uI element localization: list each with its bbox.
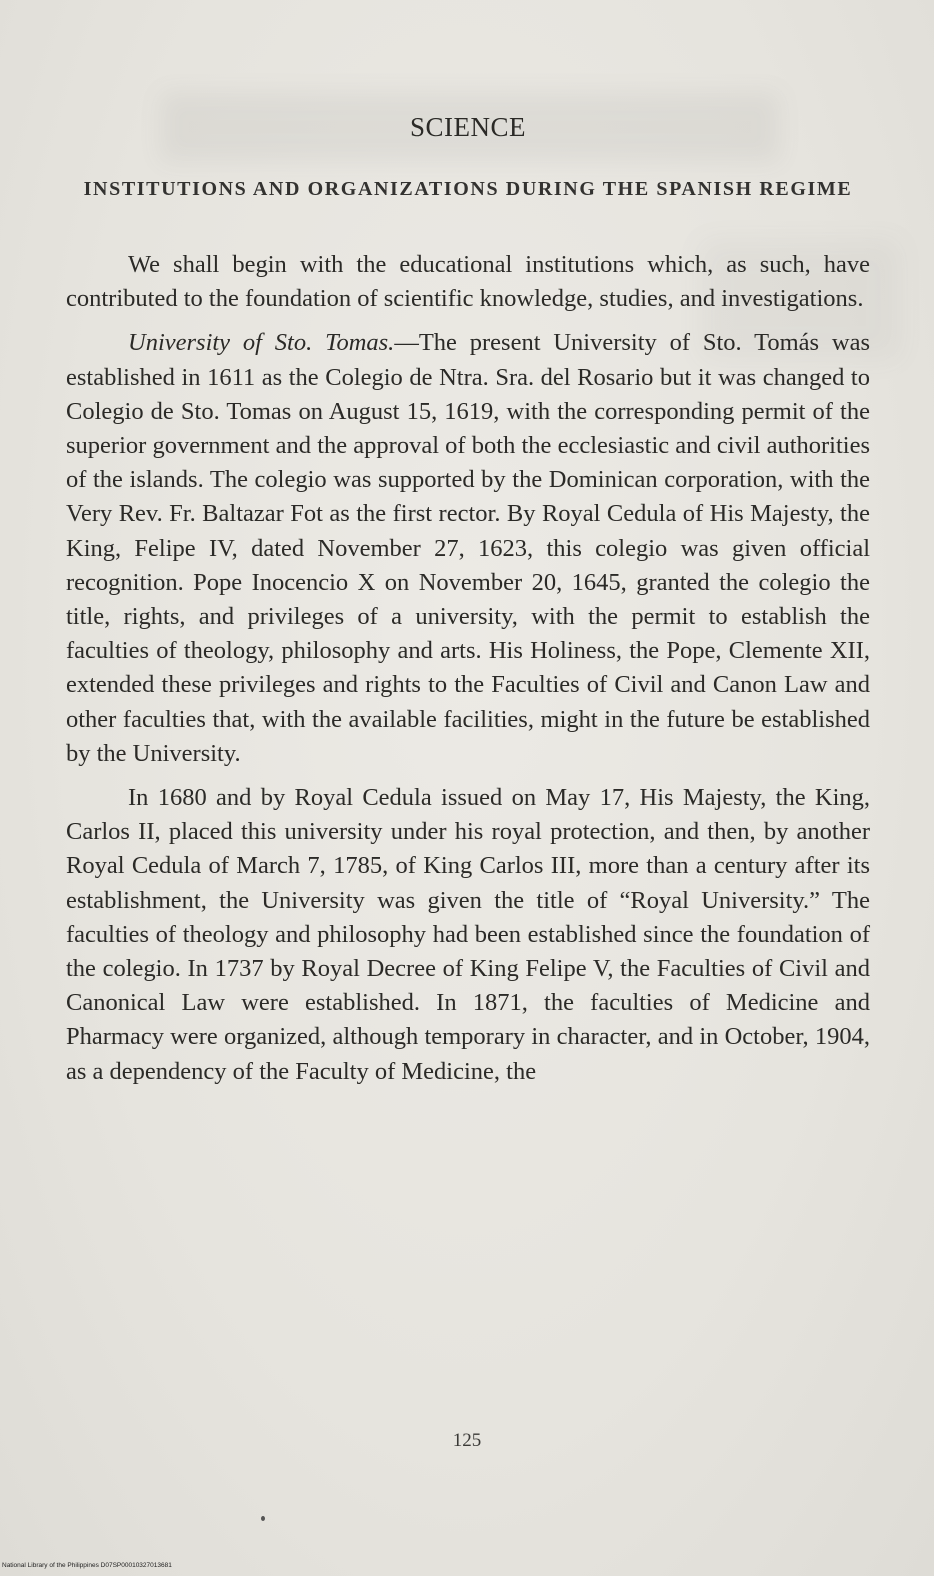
paragraph-intro: We shall begin with the educational institutions which, as such, have contributed to the foundation of scientific knowledge, studies, and investigations. [66, 251, 870, 313]
dust-speck [261, 1516, 265, 1521]
section-title: SCIENCE [409, 112, 526, 142]
paragraph-lead-italic: University of Sto. Tomas. [128, 329, 395, 357]
paragraph-royal-cedula: In 1680 and by Royal Cedula issued on May 17, His Majesty, the King, Carlos II, placed this university under his royal protection, and then, by another Royal Cedula of March 7, 1785, of King Carlos III, more than a century after its establishment, the University was given the title of “Royal University.” The faculties of theology and philosophy had been established since the foundation of the colegio. In 1737 by Royal Decree of King Felipe V, the Faculties of Civil and Canonical Law were established. In 1871, the faculties of Medicine and Pharmacy were organized, although temporary in character, and in October, 1904, as a dependency of the Faculty of Medicine, the [66, 784, 870, 1085]
body-text [66, 248, 870, 1099]
archive-stamp: National Library of the Philippines D07SP00010327013681 [2, 1562, 172, 1569]
paragraph-university-body: —The present University of Sto. Tomás was established in 1611 as the Colegio de Ntra. Sra. del Rosario but it was changed to Colegio de Sto. Tomas on August 15, 1619, with the corresponding permit of the superior government and the approval of both the ecclesiastic and civil authorities of the islands. The colegio was supported by the Dominican corporation, with the Very Rev. Fr. Baltazar Fot as the first rector. By Royal Cedula of His Majesty, the King, Felipe IV, dated November 27, 1623, this colegio was given official recognition. Pope Inocencio X on November 20, 1645, granted the colegio the title, rights, and privileges of a university, with the permit to establish the faculties of theology, philosophy and arts. His Holiness, the Pope, Clemente XII, extended these privileges and rights to the Faculties of Civil and Canon Law and other faculties that, with the available facilities, might in the future be established by the University. [66, 329, 870, 767]
page-number: 125 [452, 1430, 482, 1451]
paragraph-university [66, 326, 870, 771]
chapter-subtitle: INSTITUTIONS AND ORGANIZATIONS DURING THE SPANISH REGIME [83, 178, 853, 200]
